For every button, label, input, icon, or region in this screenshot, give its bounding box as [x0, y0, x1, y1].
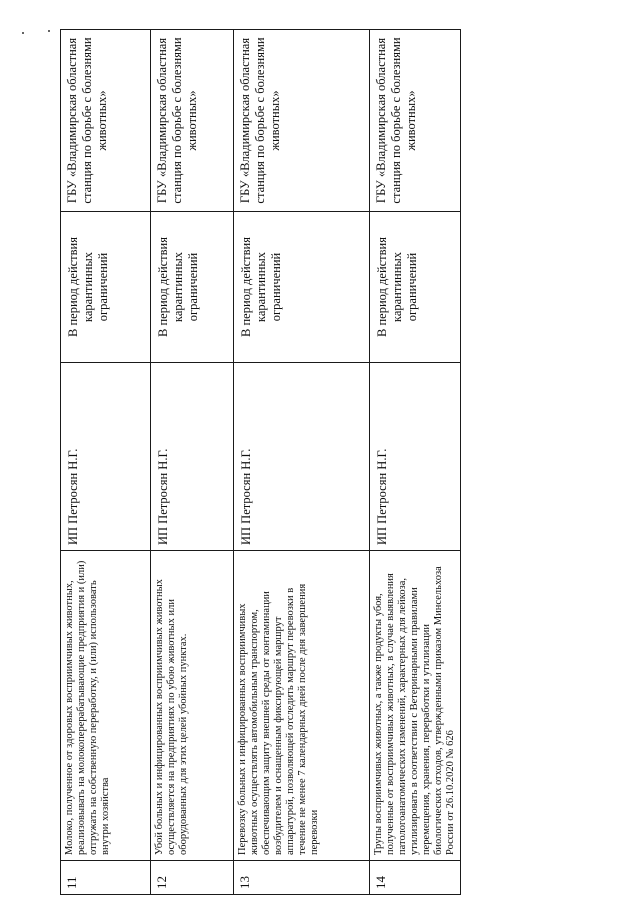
- rotated-table-container: [60, 30, 456, 895]
- measures-table: [60, 29, 461, 895]
- measure-text: Убой больных и инфицированных восприимчивых животных осуществляется на предприятиях по убою животных или оборудованных для этих целей убойных пунктах.: [151, 551, 234, 861]
- responsible-party: ИП Петросян Н.Г.: [61, 363, 151, 551]
- table-row: [151, 30, 234, 895]
- responsible-party: ИП Петросян Н.Г.: [370, 363, 461, 551]
- responsible-party: ИП Петросян Н.Г.: [234, 363, 370, 551]
- time-period: В период действия карантинных ограничений: [370, 212, 461, 363]
- measure-text: Трупы восприимчивых животных, а также продукты убоя, полученные от восприимчивых животных, в случае выявления патологоанатомических изменений, характерных для лейкоза, утилизировать в соответствии с Ветеринарными правилами перемещения, хранения, переработки и утилизации биологических отходов, утвержденными приказом Минсельхоза России от 26.10.2020 № 626: [370, 551, 461, 861]
- table-row: [234, 30, 370, 895]
- row-number: 14: [370, 861, 461, 895]
- measure-text: Перевозку больных и инфицированных восприимчивых животных осуществлять автомобильным транспортом, обеспечивающим защиту внешней среды от контаминации возбудителем и оснащенным фиксирующей маршрут аппаратурой, позволяющей отследить маршрут перевозки в течение не менее 7 календарных дней после дня завершения перевозки: [234, 551, 370, 861]
- time-period: В период действия карантинных ограничений: [151, 212, 234, 363]
- table-row: [370, 30, 461, 895]
- table-row: [61, 30, 151, 895]
- organization: ГБУ «Владимирская областная станция по борьбе с болезнями животных»: [151, 30, 234, 212]
- measure-text: Молоко, полученное от здоровых восприимчивых животных, реализовывать на молокоперерабатывающие предприятия и (или) отгружать на собственную переработку, и (или) использовать внутри хозяйства: [61, 551, 151, 861]
- organization: ГБУ «Владимирская областная станция по борьбе с болезнями животных»: [370, 30, 461, 212]
- time-period: В период действия карантинных ограничений: [61, 212, 151, 363]
- organization: ГБУ «Владимирская областная станция по борьбе с болезнями животных»: [61, 30, 151, 212]
- row-number: 13: [234, 861, 370, 895]
- row-number: 11: [61, 861, 151, 895]
- scan-specks: [22, 30, 52, 36]
- responsible-party: ИП Петросян Н.Г.: [151, 363, 234, 551]
- time-period: В период действия карантинных ограничений: [234, 212, 370, 363]
- row-number: 12: [151, 861, 234, 895]
- organization: ГБУ «Владимирская областная станция по борьбе с болезнями животных»: [234, 30, 370, 212]
